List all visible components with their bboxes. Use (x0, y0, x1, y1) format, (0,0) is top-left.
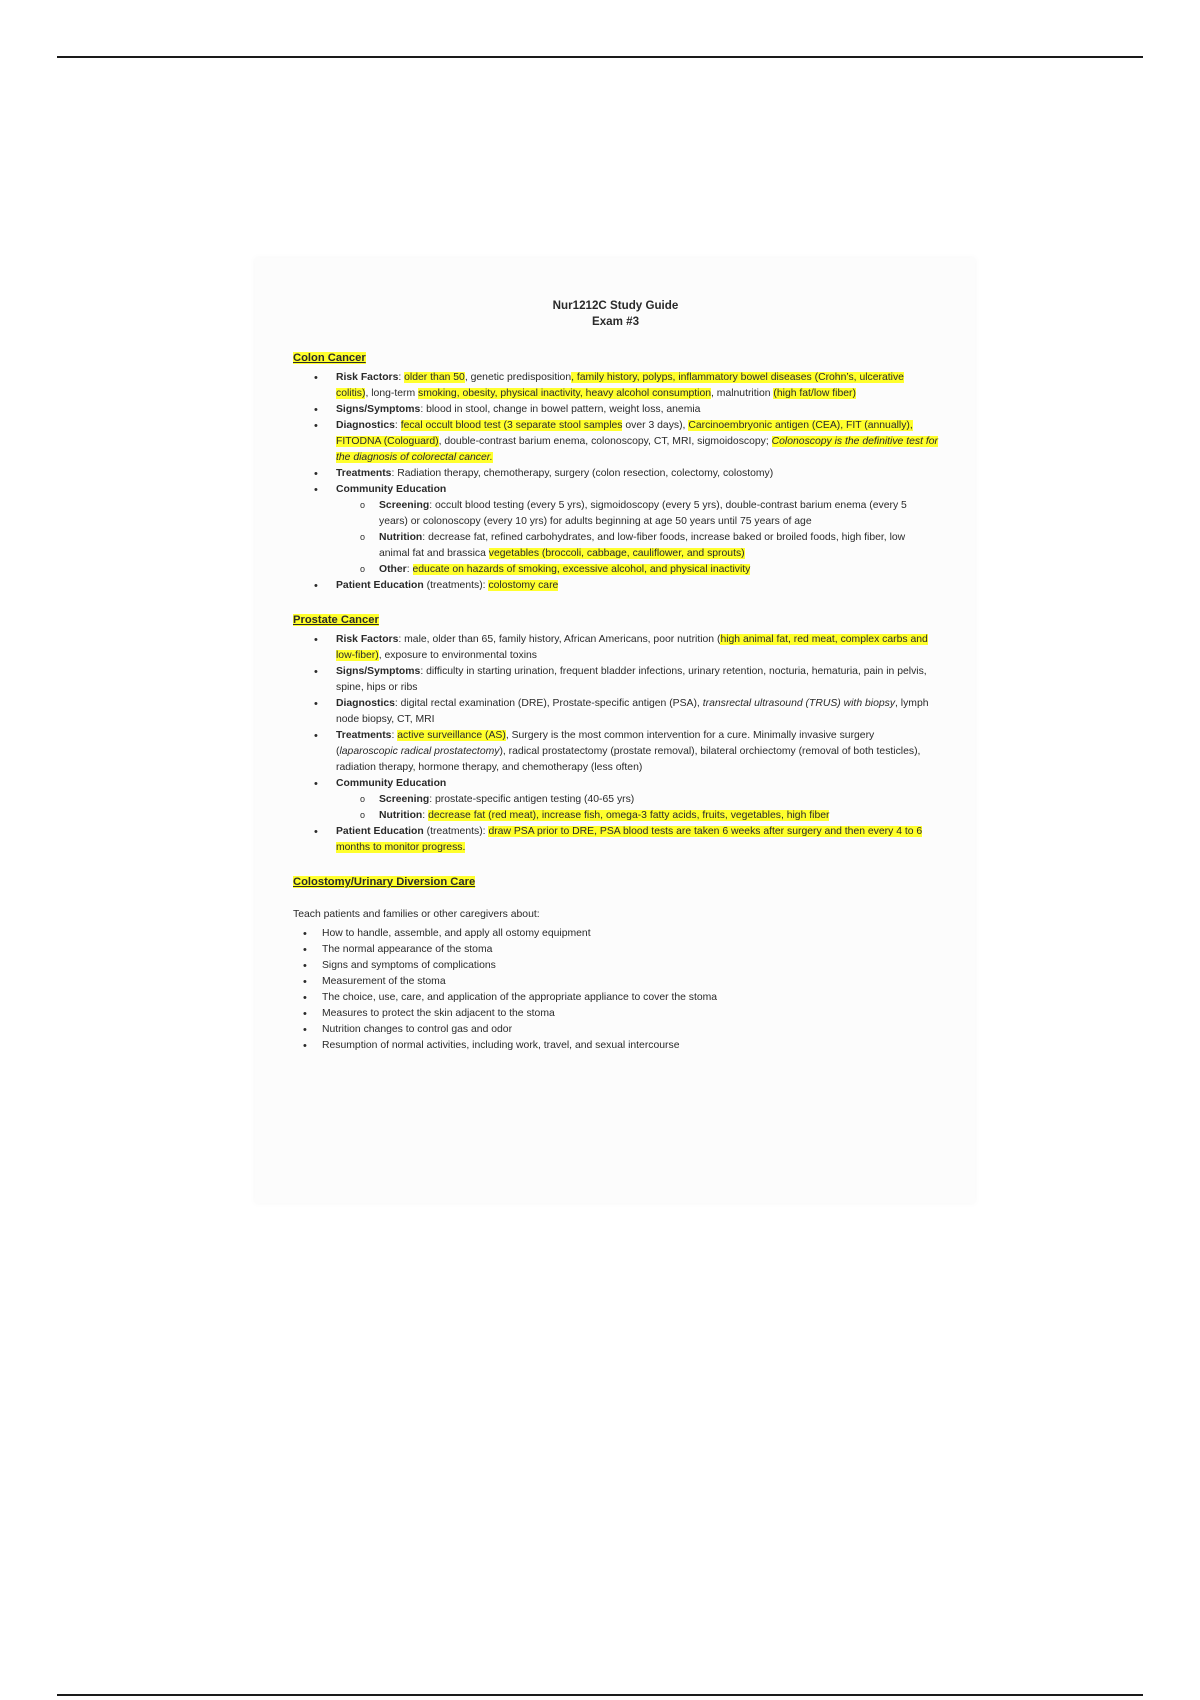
ostomy-section (293, 874, 938, 1054)
ostomy-heading: Colostomy/Urinary Diversion Care (293, 876, 476, 888)
label: Treatments (336, 730, 392, 741)
label: Signs/Symptoms (336, 404, 421, 415)
text: , family history, polyps, inflammatory bowel diseases (Crohn’s, ulcerative colitis) (336, 372, 904, 399)
colon-nutrition (336, 530, 938, 562)
text: (high fat/low fiber) (773, 388, 856, 399)
text: : decrease fat, refined carbohydrates, and low-fiber foods, increase baked or broiled foods, high fiber, low animal fat and brassica (379, 532, 906, 559)
prostate-risk-factors (293, 632, 938, 664)
document-page (255, 258, 975, 1203)
text: , long-term (365, 388, 418, 399)
text: decrease fat (red meat), increase fish, omega-3 fatty acids, fruits, vegetables, high fiber (428, 810, 830, 821)
label: Patient Education (336, 580, 424, 591)
text: , malnutrition (711, 388, 774, 399)
list-item: • Signs and symptoms of complications (293, 958, 938, 974)
text: colostomy care (488, 580, 559, 591)
text: , genetic predisposition (464, 372, 572, 383)
list-item: • Resumption of normal activities, including work, travel, and sexual intercourse (293, 1038, 938, 1054)
prostate-patient-education (293, 824, 938, 856)
label: Signs/Symptoms (336, 666, 421, 677)
text: : occult blood testing (every 5 yrs), sigmoidoscopy (every 5 yrs), double-contrast barium enema (every 5 years) or colonoscopy (every 10 yrs) for adults beginning at age 50 years until 75 years of age (379, 500, 907, 527)
text: educate on hazards of smoking, excessive alcohol, and physical inactivity (412, 564, 751, 575)
text: , exposure to environmental toxins (378, 650, 537, 661)
text: laparoscopic radical prostatectomy (339, 746, 500, 757)
text: active surveillance (AS) (397, 730, 506, 741)
prostate-community-education (293, 776, 938, 824)
text: Colonoscopy is the definitive test for the diagnosis of colorectal cancer. (336, 436, 938, 463)
label: Other (379, 564, 407, 575)
list-item: • Nutrition changes to control gas and odor (293, 1022, 938, 1038)
prostate-heading: Prostate Cancer (293, 614, 379, 626)
prostate-signs-symptoms (293, 664, 938, 696)
text: Carcinoembryonic antigen (CEA), FIT (annually), FITODNA (Cologuard) (336, 420, 913, 447)
list-item: • Measurement of the stoma (293, 974, 938, 990)
colon-treatments (293, 466, 938, 482)
prostate-section (293, 612, 938, 856)
colon-screening (336, 498, 938, 530)
text: , Surgery is the most common intervention for a cure. Minimally invasive surgery ( (336, 730, 875, 757)
text: older than 50 (404, 372, 465, 383)
list-item: • The choice, use, care, and application of the appropriate appliance to cover the stoma (293, 990, 938, 1006)
ostomy-intro: Teach patients and families or other caregivers about: (293, 909, 540, 920)
title-line-1: Nur1212C Study Guide (552, 299, 679, 312)
label: Screening (379, 500, 430, 511)
text: ), radical prostatectomy (prostate removal), bilateral orchiectomy (removal of both testicles), radiation therapy, hormone therapy, and chemotherapy (less often) (336, 746, 921, 773)
prostate-treatments: • Treatments: active surveillance (AS), Surgery is the most common intervention for a cure. Minimally invasive surgery (laparoscopic radical prostatectomy), radical prostatectomy (prostate removal), bilateral orchiectomy (removal of both testicles), radiation therapy, hormone therapy, and chemotherapy (less often) (293, 728, 938, 776)
text: draw PSA prior to DRE, PSA blood tests are taken 6 weeks after surgery and then every 4 to 6 months to monitor progress. (336, 826, 923, 853)
label: Nutrition (379, 810, 423, 821)
text: , double-contrast barium enema, colonoscopy, CT, MRI, sigmoidoscopy; (438, 436, 772, 447)
list-item: • How to handle, assemble, and apply all ostomy equipment (293, 926, 938, 942)
list-item: • The normal appearance of the stoma (293, 942, 938, 958)
text: vegetables (broccoli, cabbage, cauliflower, and sprouts) (488, 548, 745, 559)
text: : digital rectal examination (DRE), Prostate-specific antigen (PSA), (394, 698, 703, 709)
label: Diagnostics (336, 698, 395, 709)
label: Screening (379, 794, 430, 805)
prostate-diagnostics (293, 696, 938, 728)
text: : Radiation therapy, chemotherapy, surgery (colon resection, colectomy, colostomy) (391, 468, 774, 479)
label: Risk Factors (336, 634, 399, 645)
colon-section (293, 350, 938, 594)
prostate-screening (336, 792, 938, 808)
colon-heading: Colon Cancer (293, 352, 366, 364)
text: (treatments): (423, 580, 489, 591)
prostate-list (293, 632, 938, 856)
colon-diagnostics: • Diagnostics: fecal occult blood test (3 separate stool samples over 3 days), Carcinoembryonic antigen (CEA), FIT (annually), FITODNA (Cologuard), double-contrast barium enema, colonoscopy, CT, MRI, sigmoidoscopy; Colonoscopy is the definitive test for the diagnosis of colorectal cancer. (293, 418, 938, 466)
bottom-divider (57, 1694, 1143, 1696)
text: (treatments): (423, 826, 489, 837)
label: Risk Factors (336, 372, 399, 383)
label: Treatments (336, 468, 392, 479)
colon-signs-symptoms (293, 402, 938, 418)
colon-risk-factors: • Risk Factors: older than 50, genetic predisposition, family history, polyps, inflammatory bowel diseases (Crohn’s, ulcerative colitis), long-term smoking, obesity, physical inactivity, heavy alcohol consumption, malnutrition (high fat/low fiber) (293, 370, 938, 402)
colon-community-education (293, 482, 938, 578)
prostate-nutrition: o Nutrition: decrease fat (red meat), increase fish, omega-3 fatty acids, fruits, vegetables, high fiber (336, 808, 938, 824)
label: Nutrition (379, 532, 423, 543)
colon-patient-education (293, 578, 938, 594)
document-title (293, 298, 938, 330)
colon-community-sublist (336, 498, 938, 578)
text: high animal fat, red meat, complex carbs and low-fiber) (336, 634, 928, 661)
title-line-2: Exam #3 (591, 315, 640, 328)
list-item: • Measures to protect the skin adjacent to the stoma (293, 1006, 938, 1022)
text: fecal occult blood test (3 separate stool samples (400, 420, 623, 431)
label: Community Education (336, 484, 447, 495)
prostate-community-sublist (336, 792, 938, 824)
document-content (293, 298, 938, 1054)
label: Community Education (336, 778, 447, 789)
colon-other: o Other: educate on hazards of smoking, excessive alcohol, and physical inactivity (336, 562, 938, 578)
text: : blood in stool, change in bowel pattern, weight loss, anemia (420, 404, 701, 415)
text: transrectal ultrasound (TRUS) with biopsy (702, 698, 896, 709)
text: : male, older than 65, family history, African Americans, poor nutrition ( (398, 634, 721, 645)
label: Diagnostics (336, 420, 395, 431)
label: Patient Education (336, 826, 424, 837)
colon-list (293, 370, 938, 594)
text: smoking, obesity, physical inactivity, heavy alcohol consumption (418, 388, 712, 399)
text: , lymph node biopsy, CT, MRI (336, 698, 929, 725)
text: : prostate-specific antigen testing (40-65 yrs) (429, 794, 635, 805)
text: over 3 days), (622, 420, 689, 431)
text: : difficulty in starting urination, frequent bladder infections, urinary retention, nocturia, hematuria, pain in pelvis, spine, hips or ribs (336, 666, 927, 693)
top-divider (57, 56, 1143, 58)
ostomy-list (293, 926, 938, 1054)
